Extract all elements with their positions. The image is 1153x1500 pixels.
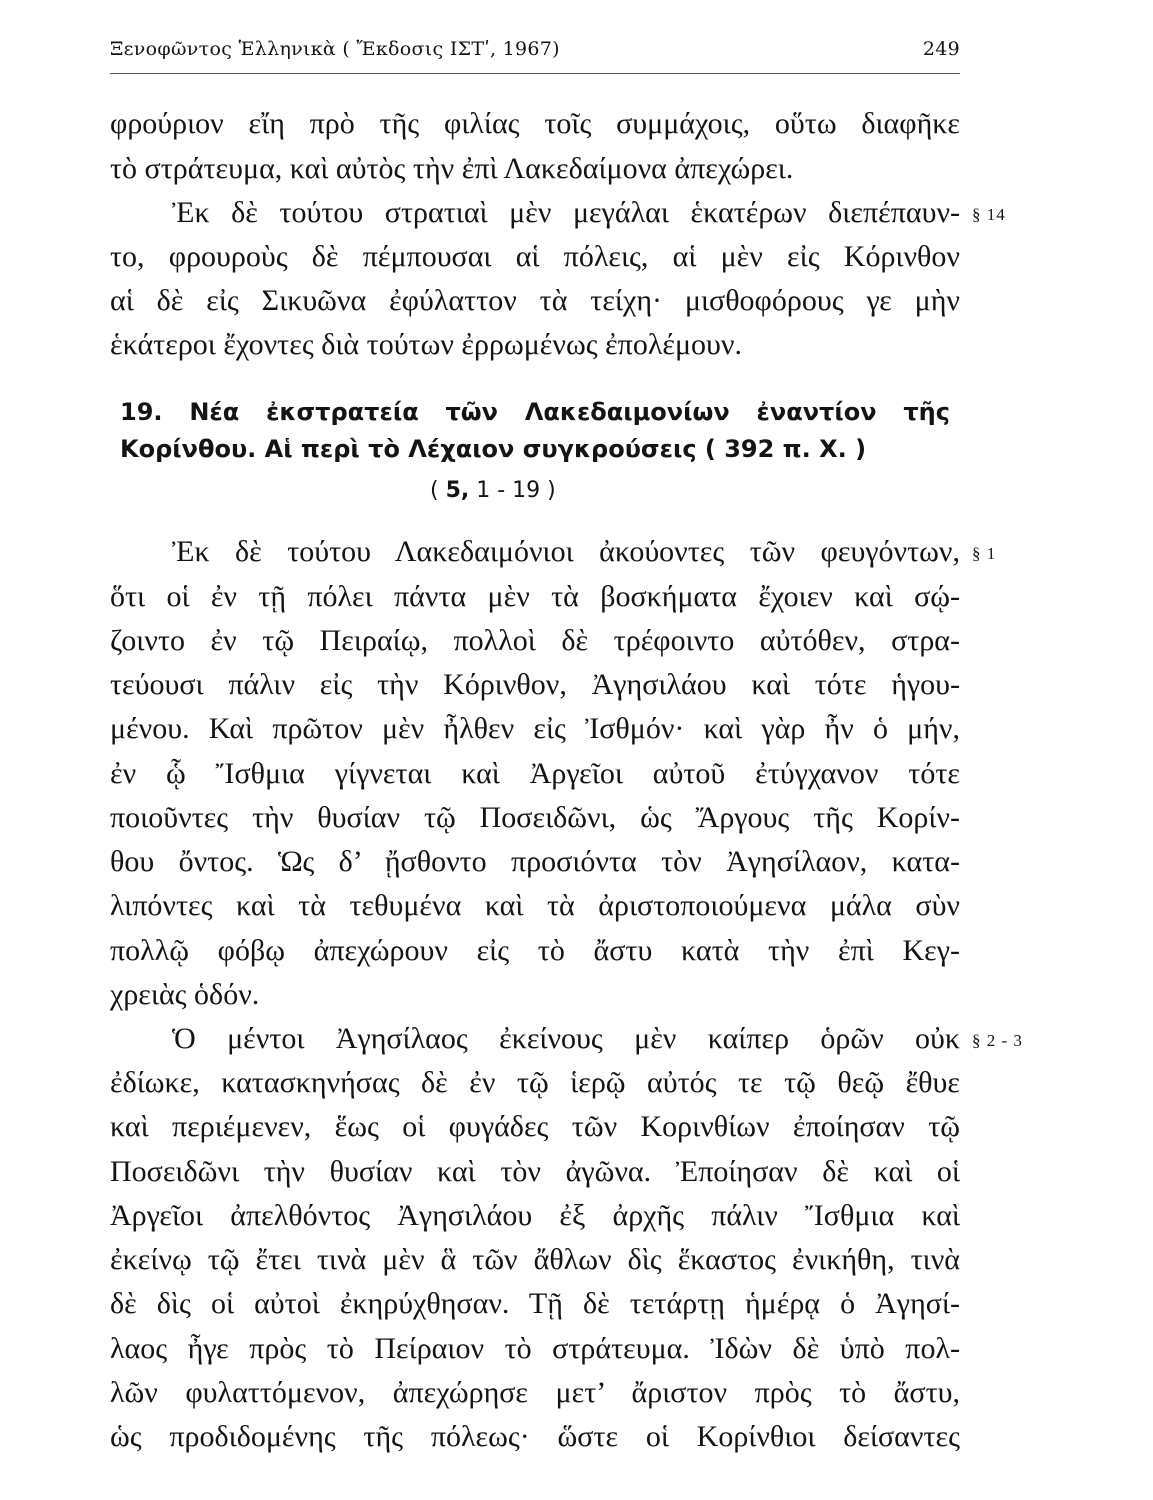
section-reference-range: 1 - 19 ) xyxy=(469,478,556,503)
text-line: ζοιντο ἐν τῷ Πειραίῳ, πολλοὶ δὲ τρέφοιντο αὐτόθεν, στρα- xyxy=(110,624,960,657)
text-line: Ποσειδῶνι τὴν θυσίαν καὶ τὸν ἀγῶνα. Ἐποίησαν δὲ καὶ οἱ xyxy=(110,1155,960,1188)
section-heading-line-2: Κορίνθου. Αἱ περὶ τὸ Λέχαιον συγκρούσεις ( 392 π. Χ. ) xyxy=(120,435,867,463)
section-reference-open: ( xyxy=(430,478,446,503)
running-head-title: Ξενοφῶντος Ἑλληνικὰ ( Ἔκδοσις ΙΣΤʹ, 1967) xyxy=(110,38,560,60)
text-line: αἱ δὲ εἰς Σικυῶνα ἐφύλαττον τὰ τείχη· μισθοφόρους γε μὴν xyxy=(110,284,960,317)
text-line: λαος ἦγε πρὸς τὸ Πείραιον τὸ στράτευμα. Ἰδὼν δὲ ὑπὸ πολ- xyxy=(110,1332,960,1365)
header-rule xyxy=(110,73,960,74)
text-line: Ἐκ δὲ τούτου Λακεδαιμόνιοι ἀκούοντες τῶν φευγόντων, xyxy=(172,535,960,568)
section-reference-book: 5, xyxy=(445,478,470,503)
text-line: το, φρουροὺς δὲ πέμπουσαι αἱ πόλεις, αἱ μὲν εἰς Κόρινθον xyxy=(110,240,960,273)
text-line: Ἐκ δὲ τούτου στρατιαὶ μὲν μεγάλαι ἑκατέρων διεπέπαυν- xyxy=(172,196,960,229)
text-line: ἐδίωκε, κατασκηνήσας δὲ ἐν τῷ ἱερῷ αὐτός τε τῷ θεῷ ἔθυε xyxy=(110,1066,960,1099)
margin-note-section-14: § 14 xyxy=(972,205,1006,224)
text-line: ἑκάτεροι ἔχοντες διὰ τούτων ἐρρωμένως ἐπολέμουν. xyxy=(110,328,742,361)
text-line: πολλῷ φόβῳ ἀπεχώρουν εἰς τὸ ἄστυ κατὰ τὴν ἐπὶ Κεγ- xyxy=(110,934,960,967)
page-number: 249 xyxy=(922,38,960,60)
section-reference xyxy=(430,478,556,503)
text-line: χρειὰς ὁδόν. xyxy=(110,978,260,1011)
text-line: φρούριον εἴη πρὸ τῆς φιλίας τοῖς συμμάχοις, οὕτω διαφῆκε xyxy=(110,107,960,140)
text-line: λῶν φυλαττόμενον, ἀπεχώρησε μετ’ ἄριστον πρὸς τὸ ἄστυ, xyxy=(110,1376,960,1409)
section-heading-line-1: 19. Νέα ἐκστρατεία τῶν Λακεδαιμονίων ἐναντίον τῆς xyxy=(120,398,950,426)
text-line: λιπόντες καὶ τὰ τεθυμένα καὶ τὰ ἀριστοποιούμενα μάλα σὺν xyxy=(110,889,960,922)
margin-note-section-2-3: § 2 - 3 xyxy=(972,1031,1023,1050)
text-line: τὸ στράτευμα, καὶ αὐτὸς τὴν ἐπὶ Λακεδαίμονα ἀπεχώρει. xyxy=(110,152,794,185)
text-line: ὡς προδιδομένης τῆς πόλεως· ὥστε οἱ Κορίνθιοι δείσαντες xyxy=(110,1420,960,1453)
text-line: δὲ δὶς οἱ αὐτοὶ ἐκηρύχθησαν. Τῇ δὲ τετάρτῃ ἡμέρᾳ ὁ Ἀγησί- xyxy=(110,1287,960,1320)
text-line: θου ὄντος. Ὡς δ’ ᾔσθοντο προσιόντα τὸν Ἀγησίλαον, κατα- xyxy=(110,845,960,878)
running-head xyxy=(110,38,960,68)
text-line: τεύουσι πάλιν εἰς τὴν Κόρινθον, Ἀγησιλάου καὶ τότε ἡγου- xyxy=(110,668,960,701)
text-line: Ὁ μέντοι Ἀγησίλαος ἐκείνους μὲν καίπερ ὁρῶν οὐκ xyxy=(172,1022,960,1055)
text-line: ποιοῦντες τὴν θυσίαν τῷ Ποσειδῶνι, ὡς Ἄργους τῆς Κορίν- xyxy=(110,801,960,834)
margin-note-section-1: § 1 xyxy=(972,544,997,563)
text-line: καὶ περιέμενεν, ἕως οἱ φυγάδες τῶν Κορινθίων ἐποίησαν τῷ xyxy=(110,1110,960,1143)
text-line: ἐν ᾧ Ἴσθμια γίγνεται καὶ Ἀργεῖοι αὐτοῦ ἐτύγχανον τότε xyxy=(110,757,960,790)
text-line: Ἀργεῖοι ἀπελθόντος Ἀγησιλάου ἐξ ἀρχῆς πάλιν Ἴσθμια καὶ xyxy=(110,1199,960,1232)
text-line: ἐκείνῳ τῷ ἔτει τινὰ μὲν ἃ τῶν ἄθλων δὶς ἕκαστος ἐνικήθη, τινὰ xyxy=(110,1243,960,1276)
text-line: μένου. Καὶ πρῶτον μὲν ἦλθεν εἰς Ἰσθμόν· καὶ γὰρ ἦν ὁ μήν, xyxy=(110,712,960,745)
text-line: ὅτι οἱ ἐν τῇ πόλει πάντα μὲν τὰ βοσκήματα ἔχοιεν καὶ σῴ- xyxy=(110,580,960,613)
